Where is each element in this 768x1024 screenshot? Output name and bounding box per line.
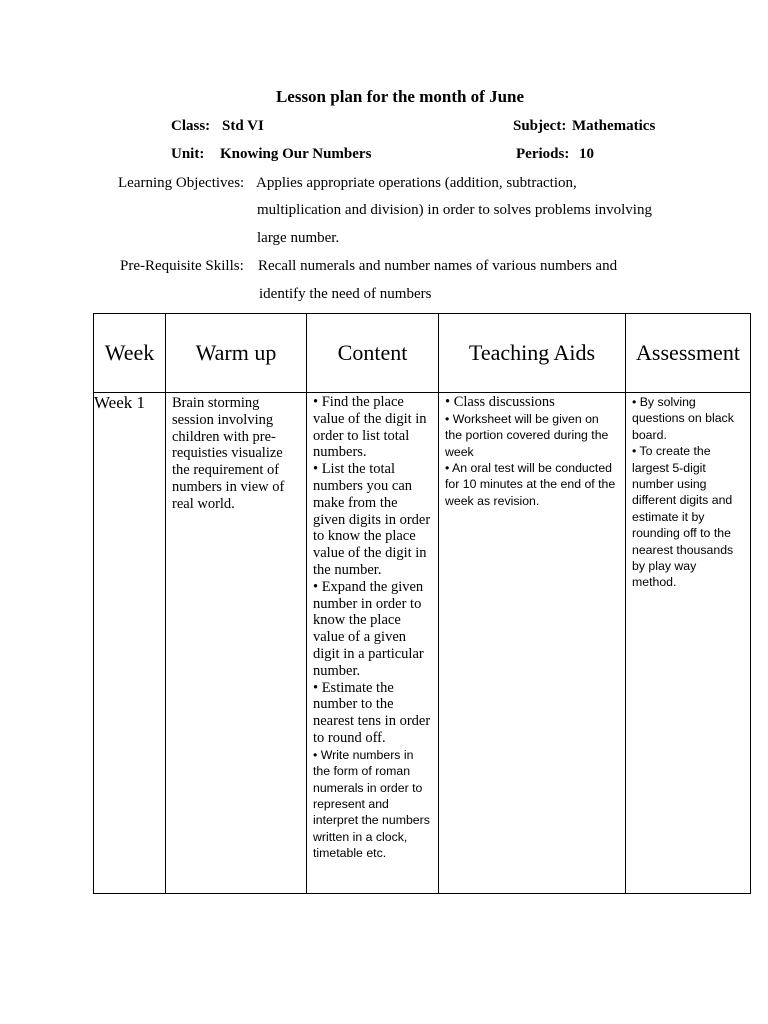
periods-label: Periods: — [516, 146, 570, 162]
lesson-plan-table — [93, 313, 751, 894]
teaching-aids-cell — [439, 393, 626, 894]
objectives-label: Learning Objectives: — [118, 175, 245, 191]
aids-item: • Worksheet will be given on the portion covered during the week — [445, 411, 609, 459]
assessment-item: • By solving questions on black board. — [632, 395, 734, 442]
week-cell: Week 1 — [94, 393, 166, 894]
unit-value: Knowing Our Numbers — [220, 146, 372, 162]
prereq-label: Pre-Requisite Skills: — [120, 258, 244, 274]
assessment-cell — [626, 393, 751, 894]
header-teaching-aids: Teaching Aids — [439, 314, 626, 393]
content-item: • Expand the given number in order to know the place value of a given digit in a particular number. — [313, 578, 424, 679]
unit-label: Unit: — [171, 146, 205, 162]
content-item: • Find the place value of the digit in order to list total numbers. — [313, 394, 427, 461]
header-week: Week — [94, 314, 166, 393]
aids-item: • An oral test will be conducted for 10 minutes at the end of the week as revision. — [445, 461, 616, 508]
objectives-line: Applies appropriate operations (addition, subtraction, — [256, 175, 577, 191]
prereq-line: identify the need of numbers — [259, 286, 432, 302]
class-value: Std VI — [222, 118, 264, 134]
content-item: • Write numbers in the form of roman numerals in order to represent and interpret the numbers written in a clock, timetable etc. — [313, 747, 430, 861]
content-item: • List the total numbers you can make from the given digits in order to know the place value of the digit in the number. — [313, 461, 431, 578]
class-label: Class: — [171, 118, 211, 134]
warmup-cell — [166, 393, 307, 894]
content-item: • Estimate the number to the nearest tens in order to round off. — [313, 679, 431, 746]
assessment-item: • To create the largest 5-digit number using different digits and estimate it by rounding off to the nearest thousands by play way method. — [632, 444, 734, 590]
subject-value: Mathematics — [572, 118, 656, 134]
aids-item: • Class discussions — [445, 394, 555, 410]
header-warm-up: Warm up — [166, 314, 307, 393]
page-title: Lesson plan for the month of June — [275, 87, 525, 106]
prereq-line: Recall numerals and number names of various numbers and — [258, 258, 618, 274]
warmup-text: Brain storming session involving children with pre-requisties visualize the requirement of numbers in view of real world. — [172, 395, 285, 512]
header-assessment: Assessment — [626, 314, 751, 393]
content-cell — [307, 393, 439, 894]
table-row — [94, 393, 751, 894]
objectives-line: large number. — [257, 230, 340, 246]
subject-label: Subject: — [513, 118, 567, 134]
table-header-row — [94, 314, 751, 393]
periods-value: 10 — [579, 146, 594, 162]
header-content: Content — [307, 314, 439, 393]
objectives-line: multiplication and division) in order to solves problems involving — [257, 202, 652, 218]
